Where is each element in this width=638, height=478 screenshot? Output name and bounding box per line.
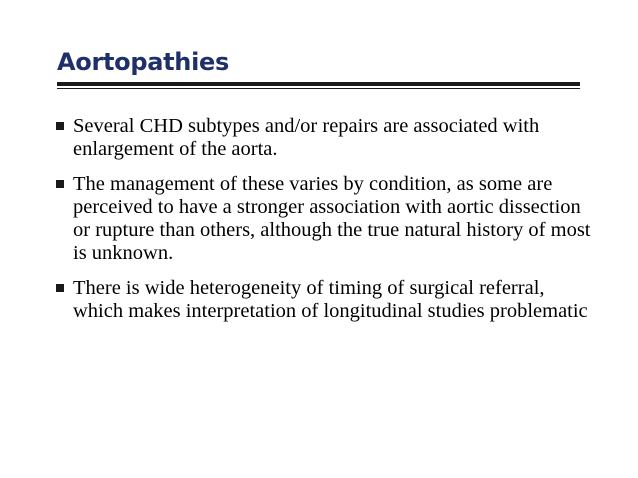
square-bullet-icon [56,284,64,292]
bullet-item [55,277,595,323]
title-underline-thick [57,82,580,86]
bullet-item [55,115,595,161]
square-bullet-icon [56,122,64,130]
slide-title: Aortopathies [57,48,229,76]
bullet-text: There is wide heterogeneity of timing of surgical referral, which makes interpretation of longitudinal studies problematic [73,277,588,322]
bullet-text: Several CHD subtypes and/or repairs are associated with enlargement of the aorta. [73,115,540,160]
title-underline-thin [57,88,580,89]
bullet-list [55,115,595,335]
square-bullet-icon [56,180,64,188]
bullet-text: The management of these varies by condition, as some are perceived to have a stronger association with aortic dissection or rupture than others, although the true natural history of most is unknown. [73,173,591,264]
bullet-item [55,173,595,265]
